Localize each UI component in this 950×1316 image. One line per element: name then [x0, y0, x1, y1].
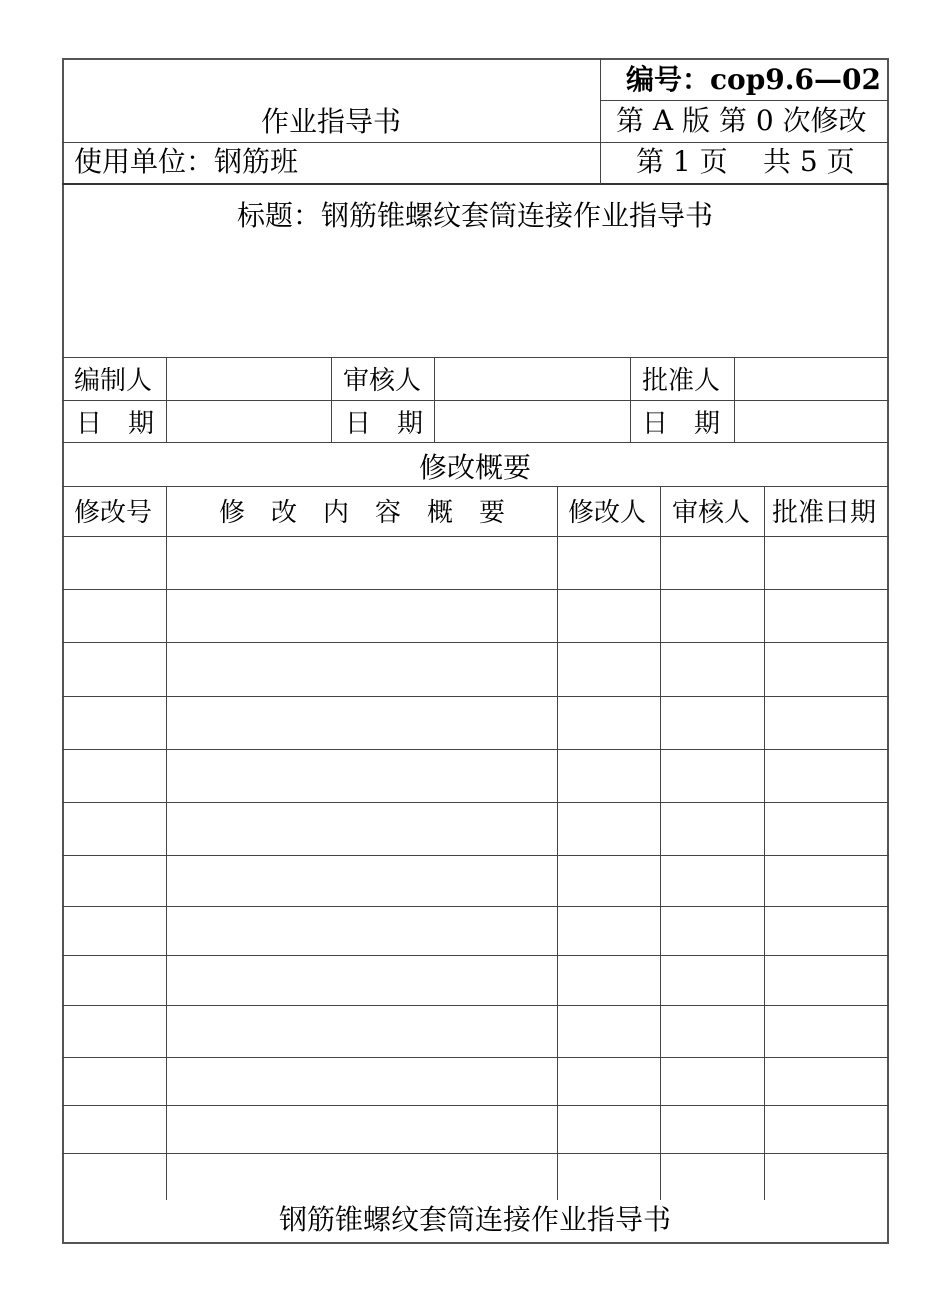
header-divider-right [600, 100, 888, 101]
signoff-col-line [331, 357, 332, 443]
reviewer-date-label: 日 期 [345, 409, 424, 439]
approver-date-label: 日 期 [642, 409, 721, 439]
signoff-col-line [166, 357, 167, 443]
approver-label: 批准人 [642, 366, 721, 396]
revision-label: 第 A 版 第 0 次修改 [616, 104, 867, 137]
col-header-reviewer: 审核人 [672, 498, 751, 528]
preparer-date-label: 日 期 [76, 409, 155, 439]
signoff-mid-line [62, 400, 889, 401]
using-unit: 使用单位：钢筋班 [74, 145, 299, 178]
table-col-line [557, 486, 558, 1200]
doc-number: 编号：cop9.6—02 [626, 63, 881, 96]
table-col-line [764, 486, 765, 1200]
page-current: 第 1 页 [636, 145, 728, 178]
col-header-modifier: 修改人 [568, 498, 647, 528]
page-total: 共 5 页 [763, 145, 855, 178]
signoff-bottom-line [62, 442, 889, 443]
document-title: 标题：钢筋锥螺纹套筒连接作业指导书 [236, 199, 714, 232]
col-header-approve-date: 批准日期 [772, 498, 877, 528]
table-col-line [166, 486, 167, 1200]
doc-type-label: 作业指导书 [260, 105, 402, 138]
signoff-col-line [734, 357, 735, 443]
table-col-line [660, 486, 661, 1200]
signoff-col-line [630, 357, 631, 443]
signoff-top-line [62, 357, 889, 358]
preparer-label: 编制人 [74, 366, 153, 396]
footer-title: 钢筋锥螺纹套筒连接作业指导书 [278, 1203, 672, 1236]
header-divider [62, 142, 889, 143]
revision-summary-heading: 修改概要 [418, 451, 532, 484]
signoff-col-line [434, 357, 435, 443]
header-bottom-border [62, 183, 889, 185]
col-header-content: 修 改 内 容 概 要 [218, 498, 506, 528]
reviewer-label: 审核人 [343, 366, 422, 396]
header-vertical-divider [600, 58, 601, 184]
col-header-rev-no: 修改号 [74, 498, 153, 528]
